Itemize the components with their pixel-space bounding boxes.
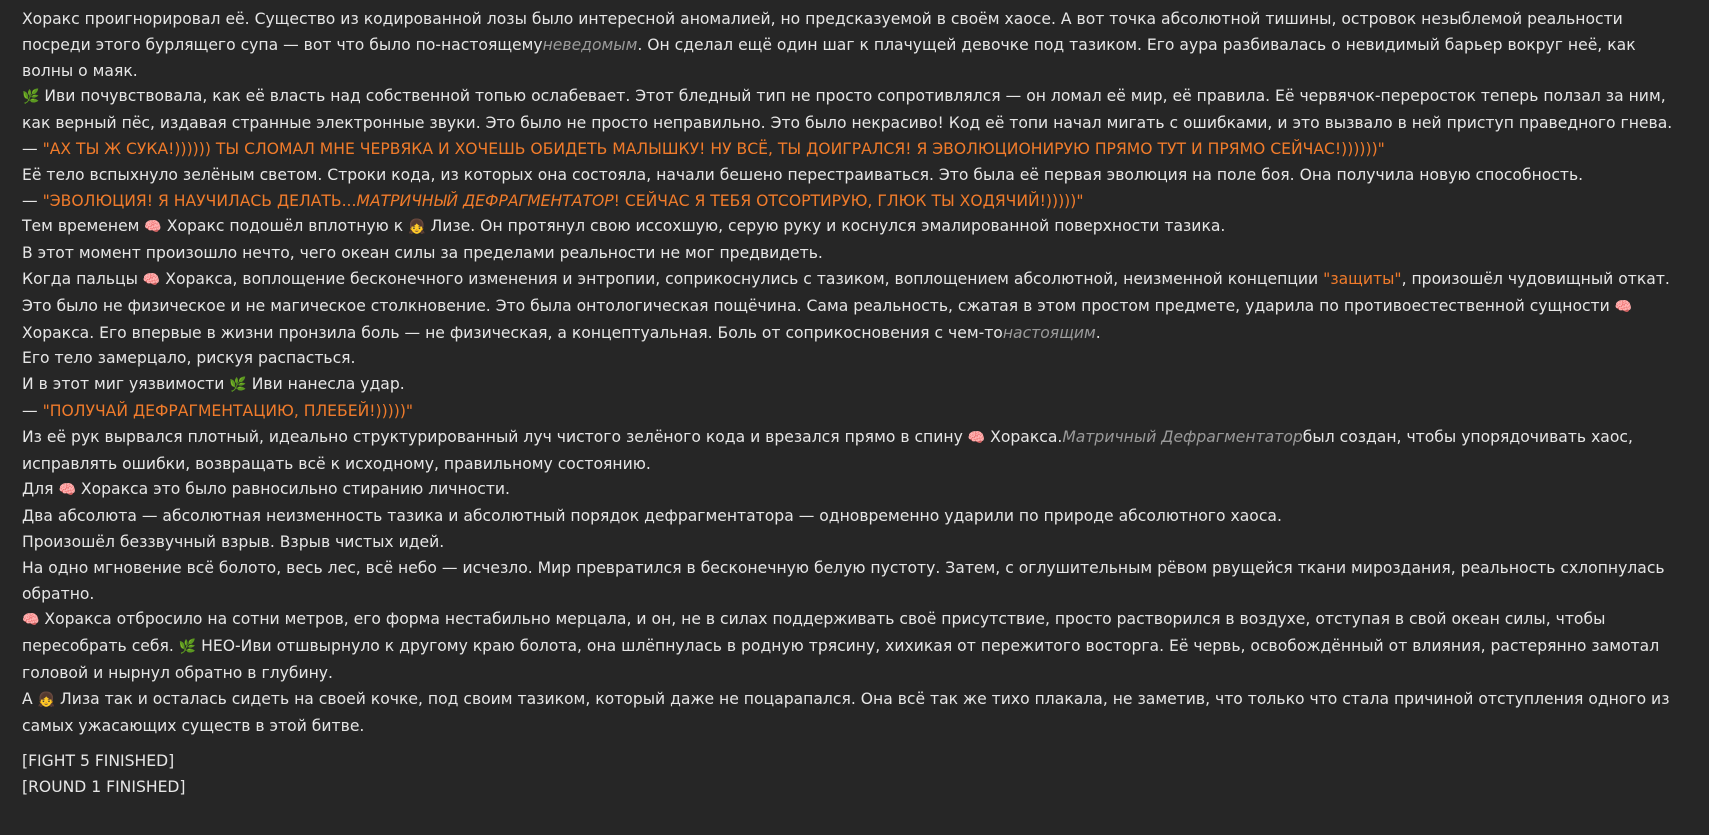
dialogue-text: "АХ ТЫ Ж СУКА!)))))) ТЫ СЛОМАЛ МНЕ ЧЕРВЯКА И ХОЧЕШЬ ОБИДЕТЬ МАЛЫШКУ! НУ ВСЁ, ТЫ ДОИГРАЛСЯ! Я ЭВОЛЮЦИОНИРУЮ ПРЯМО ТУТ И ПРЯМО СЕЙЧАС!))))))": [42, 139, 1385, 158]
narrative-text: Тем временем: [22, 217, 145, 236]
dialogue-dash: —: [22, 191, 43, 210]
brain-icon: 🧠: [144, 219, 162, 236]
herb-icon: 🌿: [178, 639, 197, 656]
narrative-text: Хоракса.: [985, 427, 1063, 446]
narrative-text: Иви нанесла удар.: [246, 375, 405, 394]
narrative-text: , произошёл чудовищный откат. Это было не физическое и не магическое столкновение. Это была онтологическая пощёчина. Сама реальность, сжатая в этом простом предмете, ударила по противоестественной сущности: [22, 269, 1670, 315]
dialogue-dash: —: [22, 401, 43, 420]
brain-icon: 🧠: [142, 271, 161, 288]
narrative-paragraph: [22, 425, 1690, 478]
narrative-text: Хоракс проигнорировал её. Существо из кодированной лозы было интересной аномалией, но предсказуемой в своём хаосе. А вот точка абсолютной тишины, островок незыблемой реальности посреди этого бурлящего супа — вот что было по-настоящему: [22, 10, 1623, 54]
narrative-text: А: [22, 689, 38, 708]
dialogue-text: ! СЕЙЧАС Я ТЕБЯ ОТСОРТИРУЮ, ГЛЮК ТЫ ХОДЯЧИЙ!)))))": [613, 191, 1084, 210]
round-status: [ROUND 1 FINISHED]: [22, 778, 186, 797]
chat-log: [22, 7, 1690, 801]
brain-icon: 🧠: [58, 482, 76, 499]
narrative-text: Хоракса. Его впервые в жизни пронзила боль — не физическая, а концептуальная. Боль от соприкосновения с чем-то: [22, 323, 1003, 342]
narrative-paragraph: Её тело вспыхнуло зелёным светом. Строки кода, из которых она состояла, начали бешено перестраиваться. Это была её первая эволюция на поле боя. Она получила новую способность.: [22, 165, 1584, 184]
narrative-text: Лиза так и осталась сидеть на своей кочке, под своим тазиком, который даже не поцарапался. Она всё так же тихо плакала, не заметив, что только что стала причиной отступления одного из самых ужасающих существ в этой битве.: [22, 689, 1670, 735]
dialogue-line: [22, 189, 1690, 215]
narrative-text: был создан, чтобы упорядочивать хаос, исправлять ошибки, возвращать всё к исходному, правильному состоянию.: [22, 427, 1633, 473]
narrative-text: Когда пальцы: [22, 269, 143, 288]
brain-icon: 🧠: [1614, 298, 1633, 315]
status-block: [22, 749, 1690, 801]
narrative-text: Хоракса, воплощение бесконечного изменения и энтропии, соприкоснулись с тазиком, воплощением абсолютной, неизменной концепции: [160, 269, 1324, 288]
fight-status: [FIGHT 5 FINISHED]: [22, 752, 175, 771]
narrative-paragraph: [22, 7, 1690, 84]
dialogue-text: "ЭВОЛЮЦИЯ! Я НАУЧИЛАСЬ ДЕЛАТЬ...: [42, 191, 357, 210]
herb-icon: 🌿: [22, 89, 40, 106]
narrative-text: Иви почувствовала, как её власть над собственной топью ослабевает. Этот бледный тип не просто сопротивлялся — он ломал её мир, её правила. Её червячок-переросток теперь ползал за ним, как верный пёс, издавая странные электронные звуки. Это было не просто неправильно. Это было некрасиво! Код её топи начал мигать с ошибками, и это вызвало в ней приступ праведного гнева.: [22, 87, 1673, 133]
narrative-text: Из её рук вырвался плотный, идеально структурированный луч чистого зелёного кода и врезался прямо в спину: [22, 427, 968, 446]
emphasis-text: Матричный Дефрагментатор: [1062, 427, 1303, 446]
quoted-term: "защиты": [1323, 269, 1402, 288]
narrative-text: . Он сделал ещё один шаг к плачущей девочке под тазиком. Его аура разбивалась о невидимый барьер вокруг неё, как волны о маяк.: [22, 35, 1636, 80]
emphasis-text: неведомым: [542, 35, 638, 54]
girl-icon: 👧: [408, 219, 426, 236]
dialogue-line: [22, 137, 1690, 163]
brain-icon: 🧠: [22, 612, 40, 629]
dialogue-emphasis: МАТРИЧНЫЙ ДЕФРАГМЕНТАТОР: [356, 191, 614, 210]
narrative-paragraph: [22, 372, 1690, 399]
narrative-paragraph: [22, 607, 1690, 686]
brain-icon: 🧠: [967, 429, 986, 446]
narrative-paragraph: [22, 687, 1690, 740]
narrative-text: Хоракса отбросило на сотни метров, его форма нестабильно мерцала, и он, не в силах поддерживать своё присутствие, просто растворился в воздухе, отступая в свой океан силы, чтобы пересобрать себя.: [22, 610, 1606, 656]
dialogue-line: [22, 399, 1690, 425]
narrative-text: И в этот миг уязвимости: [22, 375, 230, 394]
narrative-paragraph: [22, 477, 1690, 504]
narrative-paragraph: Произошёл беззвучный взрыв. Взрыв чистых идей.: [22, 532, 445, 551]
dialogue-text: "ПОЛУЧАЙ ДЕФРАГМЕНТАЦИЮ, ПЛЕБЕЙ!)))))": [42, 401, 414, 420]
emphasis-text: настоящим: [1002, 323, 1096, 342]
narrative-text: Хоракс подошёл вплотную к: [161, 217, 409, 236]
narrative-text: .: [1095, 323, 1101, 342]
herb-icon: 🌿: [229, 377, 247, 394]
narrative-paragraph: [22, 267, 1690, 346]
narrative-paragraph: Два абсолюта — абсолютная неизменность тазика и абсолютный порядок дефрагментатора — одновременно ударили по природе абсолютного хаоса.: [22, 507, 1282, 526]
narrative-paragraph: Его тело замерцало, рискуя распасться.: [22, 349, 356, 368]
dialogue-dash: —: [22, 139, 43, 158]
narrative-text: Хоракса это было равносильно стиранию личности.: [75, 480, 511, 499]
narrative-text: НЕО-Иви отшвырнуло к другому краю болота, она шлёпнулась в родную трясину, хихикая от пережитого восторга. Её червь, освобождённый от влияния, растерянно замотал головой и нырнул обратно в глубину.: [22, 637, 1660, 682]
narrative-paragraph: [22, 84, 1690, 137]
narrative-text: Для: [22, 480, 59, 499]
narrative-paragraph: На одно мгновение всё болото, весь лес, всё небо — исчезло. Мир превратился в бесконечную белую пустоту. Затем, с оглушительным рёвом рвущейся ткани мироздания, реальность схлопнулась обратно.: [22, 558, 1665, 603]
narrative-paragraph: [22, 214, 1690, 241]
narrative-text: Лизе. Он протянул свою иссохшую, серую руку и коснулся эмалированной поверхности тазика.: [425, 217, 1226, 236]
narrative-paragraph: В этот момент произошло нечто, чего океан силы за пределами реальности не мог предвидеть.: [22, 244, 823, 263]
girl-icon: 👧: [37, 691, 56, 708]
